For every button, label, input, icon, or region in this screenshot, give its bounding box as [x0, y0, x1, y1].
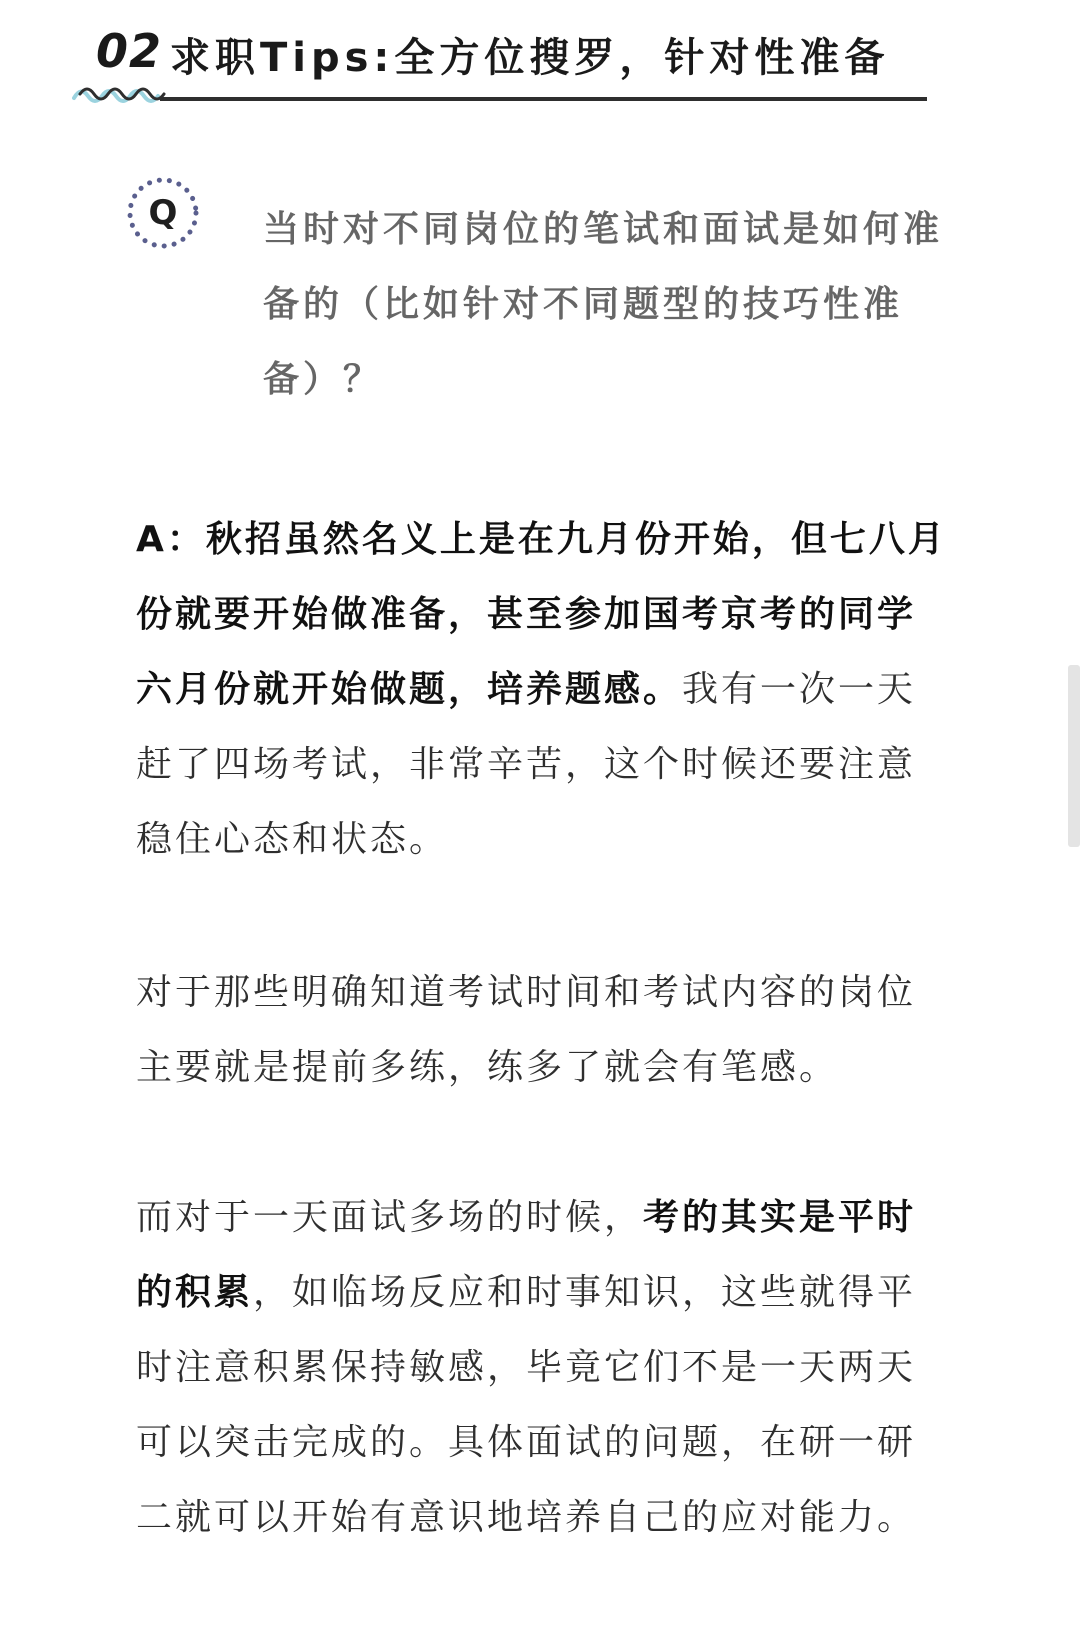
section-title: 求职Tips:全方位搜罗，针对性准备 — [170, 35, 890, 81]
answer-paragraph-1-normal: 我有一次一天赶了四场考试，非常辛苦，这个时候还要注意稳住心态和状态。 — [136, 669, 917, 860]
section-number: 02 — [96, 24, 163, 78]
answer-paragraph-1 — [136, 502, 948, 877]
answer-paragraph-3-tail: ，如临场反应和时事知识，这些就得平时注意积累保持敏感，毕竟它们不是一天两天可以突击完成的。具体面试的问题，在研一研二就可以开始有意识地培养自己的应对能力。 — [136, 1272, 917, 1538]
answer-paragraph-3 — [136, 1180, 948, 1555]
answer-paragraph-2: 对于那些明确知道考试时间和考试内容的岗位主要就是提前多练，练多了就会有笔感。 — [136, 972, 917, 1088]
answer-paragraph-1-bold: A：秋招虽然名义上是在九月份开始，但七八月份就要开始做准备，甚至参加国考京考的同学六月份就开始做题，培养题感。 — [136, 519, 947, 710]
scrollbar-thumb[interactable] — [1068, 665, 1080, 847]
answer-paragraph-3-lead: 而对于一天面试多场的时候， — [136, 1197, 644, 1238]
wave-decoration-icon — [72, 82, 172, 106]
question-badge — [124, 174, 202, 252]
question-badge-letter: Q — [148, 193, 178, 233]
header-underline — [160, 97, 927, 101]
section-header — [0, 0, 1080, 110]
question-text: 当时对不同岗位的笔试和面试是如何准备的（比如针对不同题型的技巧性准备）？ — [263, 209, 944, 400]
answer-paragraph-3-bold: 考的其实是平时的积累 — [136, 1197, 917, 1313]
